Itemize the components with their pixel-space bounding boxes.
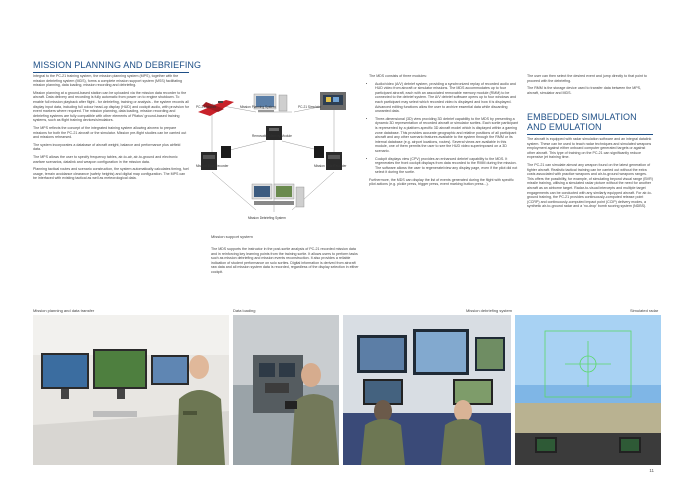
label-mission-debriefing-system: Mission Debriefing System — [248, 216, 286, 220]
photo-caption-mission-planning: Mission planning and data transfer — [33, 308, 95, 313]
photo-caption-debriefing: Mission debriefing system — [466, 308, 513, 313]
column-3-text — [369, 74, 519, 190]
label-mission-data-recorder-left: Mission Data Recorder — [196, 164, 229, 168]
label-pc21-simulator: PC-21 Simulator — [298, 105, 322, 109]
heading-rule — [33, 72, 189, 73]
pc21-simulator-icon — [320, 92, 346, 110]
paragraph: The system incorporates a database of aircraft weight, balance and performance plus airfield data. — [33, 142, 181, 152]
photo-data-loading — [233, 315, 339, 465]
paragraph: The RMM is the storage device used to transfer data between the MPS, aircraft, simulator and MDS. — [527, 86, 642, 95]
label-pc21-aircraft: PC-21 Aircraft — [196, 105, 216, 109]
photo-caption-data-loading: Data loading — [233, 308, 256, 313]
diagram-caption: Mission support system — [211, 234, 253, 239]
mds-module-list — [369, 82, 519, 175]
label-mission-data-recorder-right: Mission Data Recorder — [314, 164, 347, 168]
paragraph: The MPS reflects the concept of the integrated training system allowing aircrew to prepare missions for both the PC-21 aircraft or the simulator. Mission pre-flight studies can be carried out and missions rehearsed. — [33, 125, 187, 140]
column-4-text — [527, 74, 653, 98]
column-1-text — [33, 74, 189, 184]
paragraph: The aircraft is equipped with radar simulation software and an integral datalink system. These can be used to teach radar techniques and simulated weapons employment against either onboard computer generated targets or against other aircraft. This type of training on the PC-21 can significantly reduce expensive jet training time. — [527, 137, 652, 160]
list-item: • Three-dimensional (3D) view providing 3D debrief capability to the MDS by presenting a dynamic 3D representation of recorded aircraft or simulator sorties. Each sortie participant is represented by a platform-specific 3D aircraft model which is displayed within a gaming zone database. This provides accurate geographic and relative positions of all participant aircraft and any other scenario features available to the system through the RMM or its internal database (e.g. airport locations, routes). Several views are available in this module, one of them permits the user to see the HUD video superimposed on a 3D scenario. — [375, 117, 519, 154]
photo-caption-simulated-radar: Simulated radar — [630, 308, 659, 313]
paragraph: Integral to the PC-21 training system, the mission planning system (MPS), together with the mission debriefing system (MDS), forms a complete mission support system (MSS) facilitating mission planning, data loading, mission recording and debriefing. — [33, 74, 182, 88]
photo-debriefing — [343, 315, 511, 465]
paragraph: Furthermore, the MDS can display the list of events generated during the flight with specific pilot actions (e.g. pickle press, trigger press, event marking button press...). — [369, 177, 514, 187]
paragraph: Planning tactical routes and scenario construction, the system automatically calculates timing, fuel usage, terrain avoidance clearance (safety heights) and digital map configuration. The MPS can be interfaced with existing tactical as well as meteorological data. — [33, 167, 189, 181]
label-mission-planning-system: Mission Planning System — [240, 105, 276, 109]
heading-rule — [527, 134, 653, 135]
paragraph: The PC-21 can simulate almost any weapon found on the latest generation of fighter aircraft. Realistic tactical training can be carried out without the extra costs associated with practice weapons and air-to-ground weapons ranges. This offers the possibility, for example, of simulating beyond visual range (BVR) missile training, utilising a simulated radar picture without the need for another aircraft as an airborne target. Radar-to-visual intercepts and multiple target engagements can be conducted with any similarly equipped aircraft. For air-to-ground training, the PC-21 provides continuously-computed release point (CCRP) and continuously-computed impact point (CCIP) delivery modes, a synthetic air-to-ground radar and a 'no-drop' bomb scoring system (NDBS). — [527, 162, 653, 209]
mission-planning-computer-icon — [254, 94, 287, 112]
page-number: 11 — [649, 468, 654, 473]
list-item: • Audio/video (A/V) debrief system, providing a synchronized replay of recorded audio and HUD video from aircraft or simulator missions. The MDS accommodates up to four participant aircraft, each with an associated removable memory module (RMM) to be connected to the debrief system. The A/V debrief software opens up to four windows and each participant may select which recorded video is displayed and how it is displayed. Advanced editing functions allow the user to archive essential data while discarding unwanted data. — [375, 82, 519, 114]
photo-simulated-radar — [515, 315, 661, 465]
list-item: • Cockpit displays view (CPV) provides an enhanced debrief capability to the MDS. It regenerates the front cockpit displays from data recorded to the RMM during the mission. The software allows the user to regenerate/view any display page, even if the pilot did not select it during the sortie. — [375, 157, 519, 175]
column-2-text — [211, 247, 361, 278]
mission-debriefing-system-icon — [252, 184, 304, 207]
paragraph: The MDS supports the instructor in the post-sortie analysis of PC-21 recorded mission data and in reinforcing key learning points from the training sortie. It allows users to perform tasks such as mission debriefing and mission events reconstruction. It also provides a reliable indication of student performance on solo sorties. Digital information is derived from aircraft raw data and all mission system data is recorded, regardless of the display selection in either cockpit. — [211, 247, 359, 274]
paragraph: The MPS allows the user to specify frequency tables, air-to-air, air-to-ground and electronic warfare scenarios, datalink and weapon configuration in the mission data. — [33, 154, 178, 164]
photo-mission-planning — [33, 315, 229, 465]
section-title-mission-planning: MISSION PLANNING AND DEBRIEFING — [33, 60, 202, 70]
paragraph: The user can then select the desired event and jump directly to that point to proceed with the debriefing. — [527, 74, 647, 83]
paragraph: The MDS consists of three modules: — [369, 74, 427, 78]
label-removable-memory-module: Removable Memory Module — [252, 134, 292, 138]
section-title-embedded-simulation: EMBEDDED SIMULATION AND EMULATION — [527, 112, 637, 132]
paragraph: Mission planning at a ground-based station can be uploaded via the mission data recorder to the aircraft. Data delivery and recording is fully automatic from power on to engine shutdown. To enable full mission playback after flight - for debriefing, training or analysis - the system records all display input data, including full colour head-up display (HUD) and cockpit audio, with provision for event markers where required. The mission planning, data loading, mission recording and debriefing systems are fully compatible with other elements of Pilatus' ground-based training systems, such as flight training devices/simulators. — [33, 90, 190, 123]
column-4-body — [527, 137, 653, 212]
